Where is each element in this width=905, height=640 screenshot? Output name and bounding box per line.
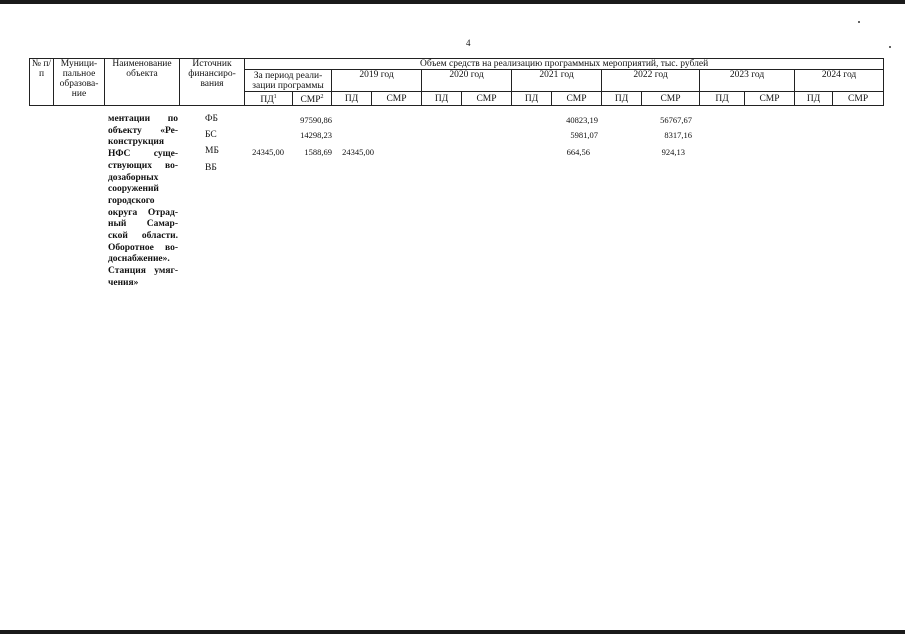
scan-bottom-edge [0,630,905,634]
header-period: За период реали-зации программы [245,70,332,92]
y2021-smr-fb: 40823,19 [566,115,598,125]
y2021-smr-mb: 664,56 [566,147,590,157]
y2022-smr-mb: 924,13 [661,147,685,157]
header-funds: Объем средств на реализацию программных мероприятий, тыс. рублей [245,59,884,70]
source-vb: ВБ [205,163,217,173]
header-smr: СМР [462,92,512,106]
source-fb: ФБ [205,114,218,124]
header-municipality: Муници-пальное образова-ние [54,59,105,106]
y2021-smr-bs: 5981,07 [570,130,598,140]
source-bs: БС [205,130,217,140]
header-pd: ПД [332,92,372,106]
scan-top-edge [0,0,905,4]
header-smr-total: СМР$^2$ [293,92,332,106]
header-smr: СМР [642,92,700,106]
object-name: ментации по объекту «Ре-конструкция НФС суще-ствующих во-дозаборных сооружений городского округа Отрад-ный Самар-ской области. Оборотное во-доснабжение». Станция умяг-чения» [108,114,178,288]
header-smr: СМР [372,92,422,106]
header-year-2023: 2023 год [700,70,795,92]
y2022-smr-bs: 8317,16 [664,130,692,140]
header-year-2024: 2024 год [795,70,884,92]
header-pd-total: $ПД^1$ [245,92,293,106]
header-pd: ПД [422,92,462,106]
header-pd: ПД [795,92,833,106]
header-num: № п/п [30,59,54,106]
scan-speck [889,46,891,48]
total-smr-mb: 1588,69 [304,147,332,157]
y2022-smr-fb: 56767,67 [660,115,692,125]
page-number: 4 [466,38,471,48]
header-smr: СМР [833,92,884,106]
header-pd: ПД [512,92,552,106]
funding-table-header [29,58,884,106]
header-source: Источник финансиро-вания [180,59,245,106]
source-mb: МБ [205,146,219,156]
scan-speck [858,21,860,23]
header-object: Наименование объекта [105,59,180,106]
header-smr: СМР [552,92,602,106]
header-year-2019: 2019 год [332,70,422,92]
header-year-2020: 2020 год [422,70,512,92]
total-pd-mb: 24345,00 [252,147,284,157]
total-smr-bs: 14298,23 [300,130,332,140]
header-smr: СМР [745,92,795,106]
header-year-2021: 2021 год [512,70,602,92]
header-pd: ПД [602,92,642,106]
total-smr-fb: 97590,86 [300,115,332,125]
header-pd: ПД [700,92,745,106]
header-year-2022: 2022 год [602,70,700,92]
y2019-pd-mb: 24345,00 [342,147,374,157]
